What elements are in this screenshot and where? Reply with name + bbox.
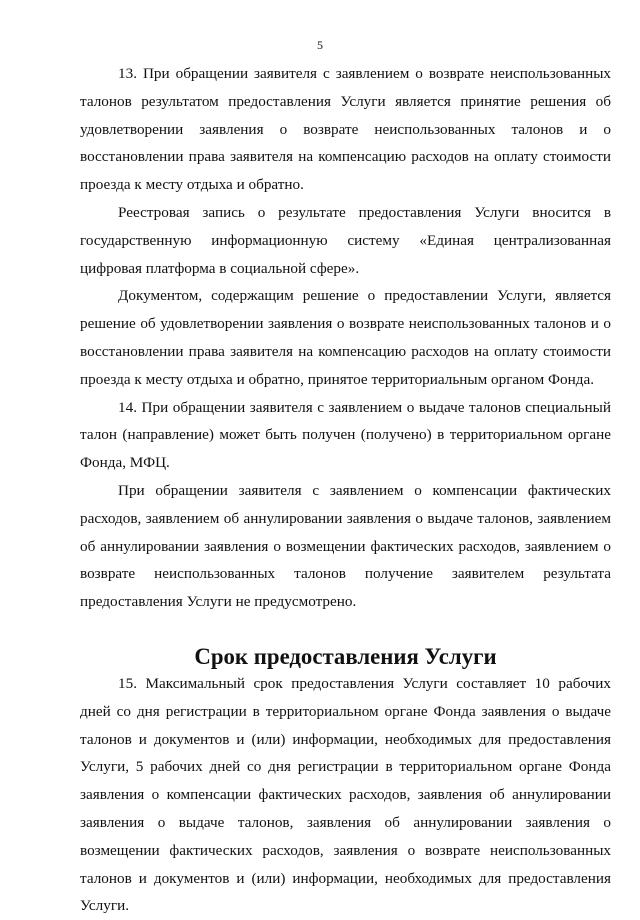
paragraph-decision-document: Документом, содержащим решение о предоставлении Услуги, является решение об удовлетворении заявления о возврате неиспользованных талонов и о восстановлении права заявителя на компенсацию расходов на оплату стоимости проезда к месту отдыха и обратно, принятое территориальным органом Фонда. — [80, 287, 611, 388]
paragraph-registry-record: Реестровая запись о результате предоставления Услуги вносится в государственную информационную систему «Единая централизованная цифровая платформа в социальной сфере». — [80, 203, 611, 277]
paragraph-result-not-provided: При обращении заявителя с заявлением о компенсации фактических расходов, заявлением об аннулировании заявления о выдаче талонов, заявлением об аннулировании заявления о возмещении фактических расходов, заявлением о возврате неиспользованных талонов получение заявителем результата предоставления Услуги не предусмотрено. — [80, 481, 611, 611]
page-number: 5 — [317, 38, 323, 52]
section-heading: Срок предоставления Услуги — [194, 643, 497, 669]
document-body — [80, 60, 611, 920]
paragraph-15: 15. Максимальный срок предоставления Услуги составляет 10 рабочих дней со дня регистрации в территориальном органе Фонда заявления о выдаче талонов и документов и (или) информации, необходимых для предоставления Услуги, 5 рабочих дней со дня регистрации в территориальном органе Фонда заявления о компенсации фактических расходов, заявления об аннулировании заявления о выдаче талонов, заявления об аннулировании заявления о возмещении фактических расходов, заявления о возврате неиспользованных талонов и документов и (или) информации, необходимых для предоставления Услуги. — [80, 674, 611, 915]
paragraph-14: 14. При обращении заявителя с заявлением о выдаче талонов специальный талон (направление) может быть получен (получено) в территориальном органе Фонда, МФЦ. — [80, 398, 611, 472]
paragraph-13: 13. При обращении заявителя с заявлением о возврате неиспользованных талонов результатом предоставления Услуги является принятие решения об удовлетворении заявления о возврате неиспользованных талонов и о восстановлении права заявителя на компенсацию расходов на оплату стоимости проезда к месту отдыха и обратно. — [80, 65, 611, 194]
